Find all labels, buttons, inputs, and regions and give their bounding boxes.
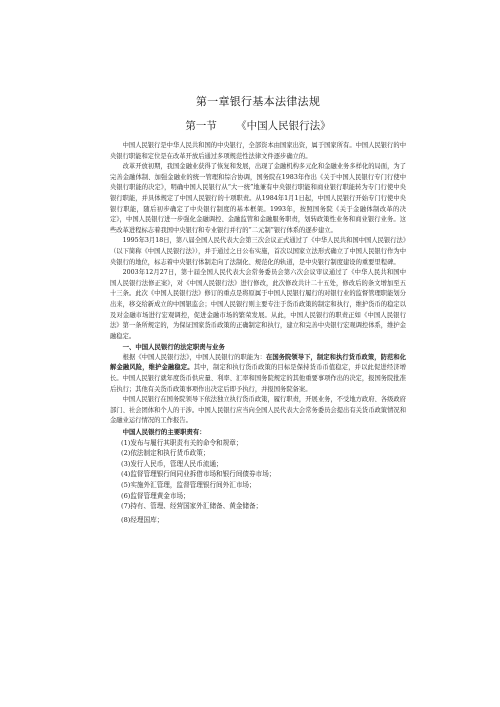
paragraph-intro: 中国人民银行是中华人民共和国的中央银行，全部资本由国家出资，属于国家所有。中国人民银行的中央银行职能和定位是在改革开放后通过多项规范性法律文件逐步确立的。 xyxy=(110,142,406,160)
paragraph-independence: 中国人民银行在国务院领导下依法独立执行货币政策，履行职责，开展业务，不受地方政府、各级政府部门、社会团体和个人的干涉。中国人民银行应当向全国人民代表大会常务委员会提出有关货币政策情况和金融业运行情况的工作报告。 xyxy=(110,396,406,425)
list-item: (6)监督管理黄金市场； xyxy=(121,491,190,500)
subheading-main-duties: 中国人民银行的主要职责有： xyxy=(122,428,206,437)
list-item: (3)发行人民币，管理人民币流通； xyxy=(121,459,223,468)
list-item: (7)持有、管理、经营国家外汇储备、黄金储备； xyxy=(121,502,263,511)
document-body xyxy=(110,93,406,525)
functions-bold-text: 在国务院领导下，制定和执行货币政策，防范和化解金融风险，维护金融稳定。 xyxy=(110,353,407,372)
duties-list xyxy=(110,438,406,526)
chapter-title: 第一章银行基本法律法规 xyxy=(195,95,321,108)
list-item: (1)发布与履行其职责有关的命令和规章； xyxy=(121,438,243,447)
paragraph-1995-law: 1995年3月18日，第八届全国人民代表大会第三次会议正式通过了《中华人民共和国中国人民银行法》（以下简称《中国人民银行法》），并于通过之日公布实施，首次以国家立法形式确立了中国人民银行作为中央银行的地位，标志着中央银行体制走向了法制化、规范化的轨道，是中央银行制度建设的重要里程碑。 xyxy=(110,237,406,266)
paragraph-reform-history: 改革开放初期，我国金融业获得了恢复和发展，出现了金融机构多元化和金融业务多样化的局面，为了完善金融体制、加强金融业的统一管理和综合协调，国务院在1983年作出《关于中国人民银行专门行使中央银行职能的决定》，明确中国人民银行从“大一统”地兼有中央银行职能和商业银行职能转为专门行使中央银行职能，并具体规定了中国人民银行的十项职责。从1984年1月1日起，中国人民银行开始专门行使中央银行职能，随后初步确定了中央银行制度的基本框架。1993年，按照国务院《关于金融体制改革的决定》，中国人民银行进一步强化金融调控、金融监管和金融服务职责，划转政策性业务和商业银行业务。这些改革进程标志着我国中央银行和专业银行并行的“二元制”银行体系的逐步建立。 xyxy=(110,163,406,234)
list-item: (4)监督管理银行间同业拆借市场和银行间债券市场； xyxy=(121,470,276,479)
subheading-duties-business: 一、中国人民银行的法定职责与业务 xyxy=(122,343,225,352)
paragraph-functions xyxy=(110,353,406,395)
paragraph-2003-amendment: 2003年12月27日，第十届全国人民代表大会常务委员会第六次会议审议通过了《中华人民共和国中国人民银行法修正案》，对《中国人民银行法》进行修改，此次修改共计二十五处，修改后的条文增加至五十三条。此次《中国人民银行法》修订的重点是将原属于中国人民银行履行的对银行业的监督管理职能划分出来，移交给新成立的中国银监会；中国人民银行则主要专注于货币政策的制定和执行，维护货币的稳定以及对金融市场进行宏观调控，促进金融市场的繁荣发展。从此，中国人民银行的职责正如《中国人民银行法》第一条所规定的，为保证国家货币政策的正确制定和执行，建立和完善中央银行宏观调控体系，维护金融稳定。 xyxy=(110,269,406,340)
functions-detail-text: 其中，制定和执行货币政策的目标是保持货币币值稳定，并以此促进经济增长。中国人民银行就年度货币供应量、利率、汇率和国务院规定的其他重要事项作出的决定，报国务院批准后执行；其他有关货币政策事项作出决定后即予执行，并报国务院备案。 xyxy=(110,364,407,393)
list-item: (5)实施外汇管理，监督管理银行间外汇市场； xyxy=(121,481,256,489)
list-item: (2)依法制定和执行货币政策； xyxy=(121,449,210,458)
list-item: (8)经理国库； xyxy=(121,515,164,524)
functions-lead-text: 根据《中国人民银行法》，中国人民银行的职能为： xyxy=(122,353,266,361)
section-title: 第一节 《中国人民银行法》 xyxy=(185,120,331,132)
